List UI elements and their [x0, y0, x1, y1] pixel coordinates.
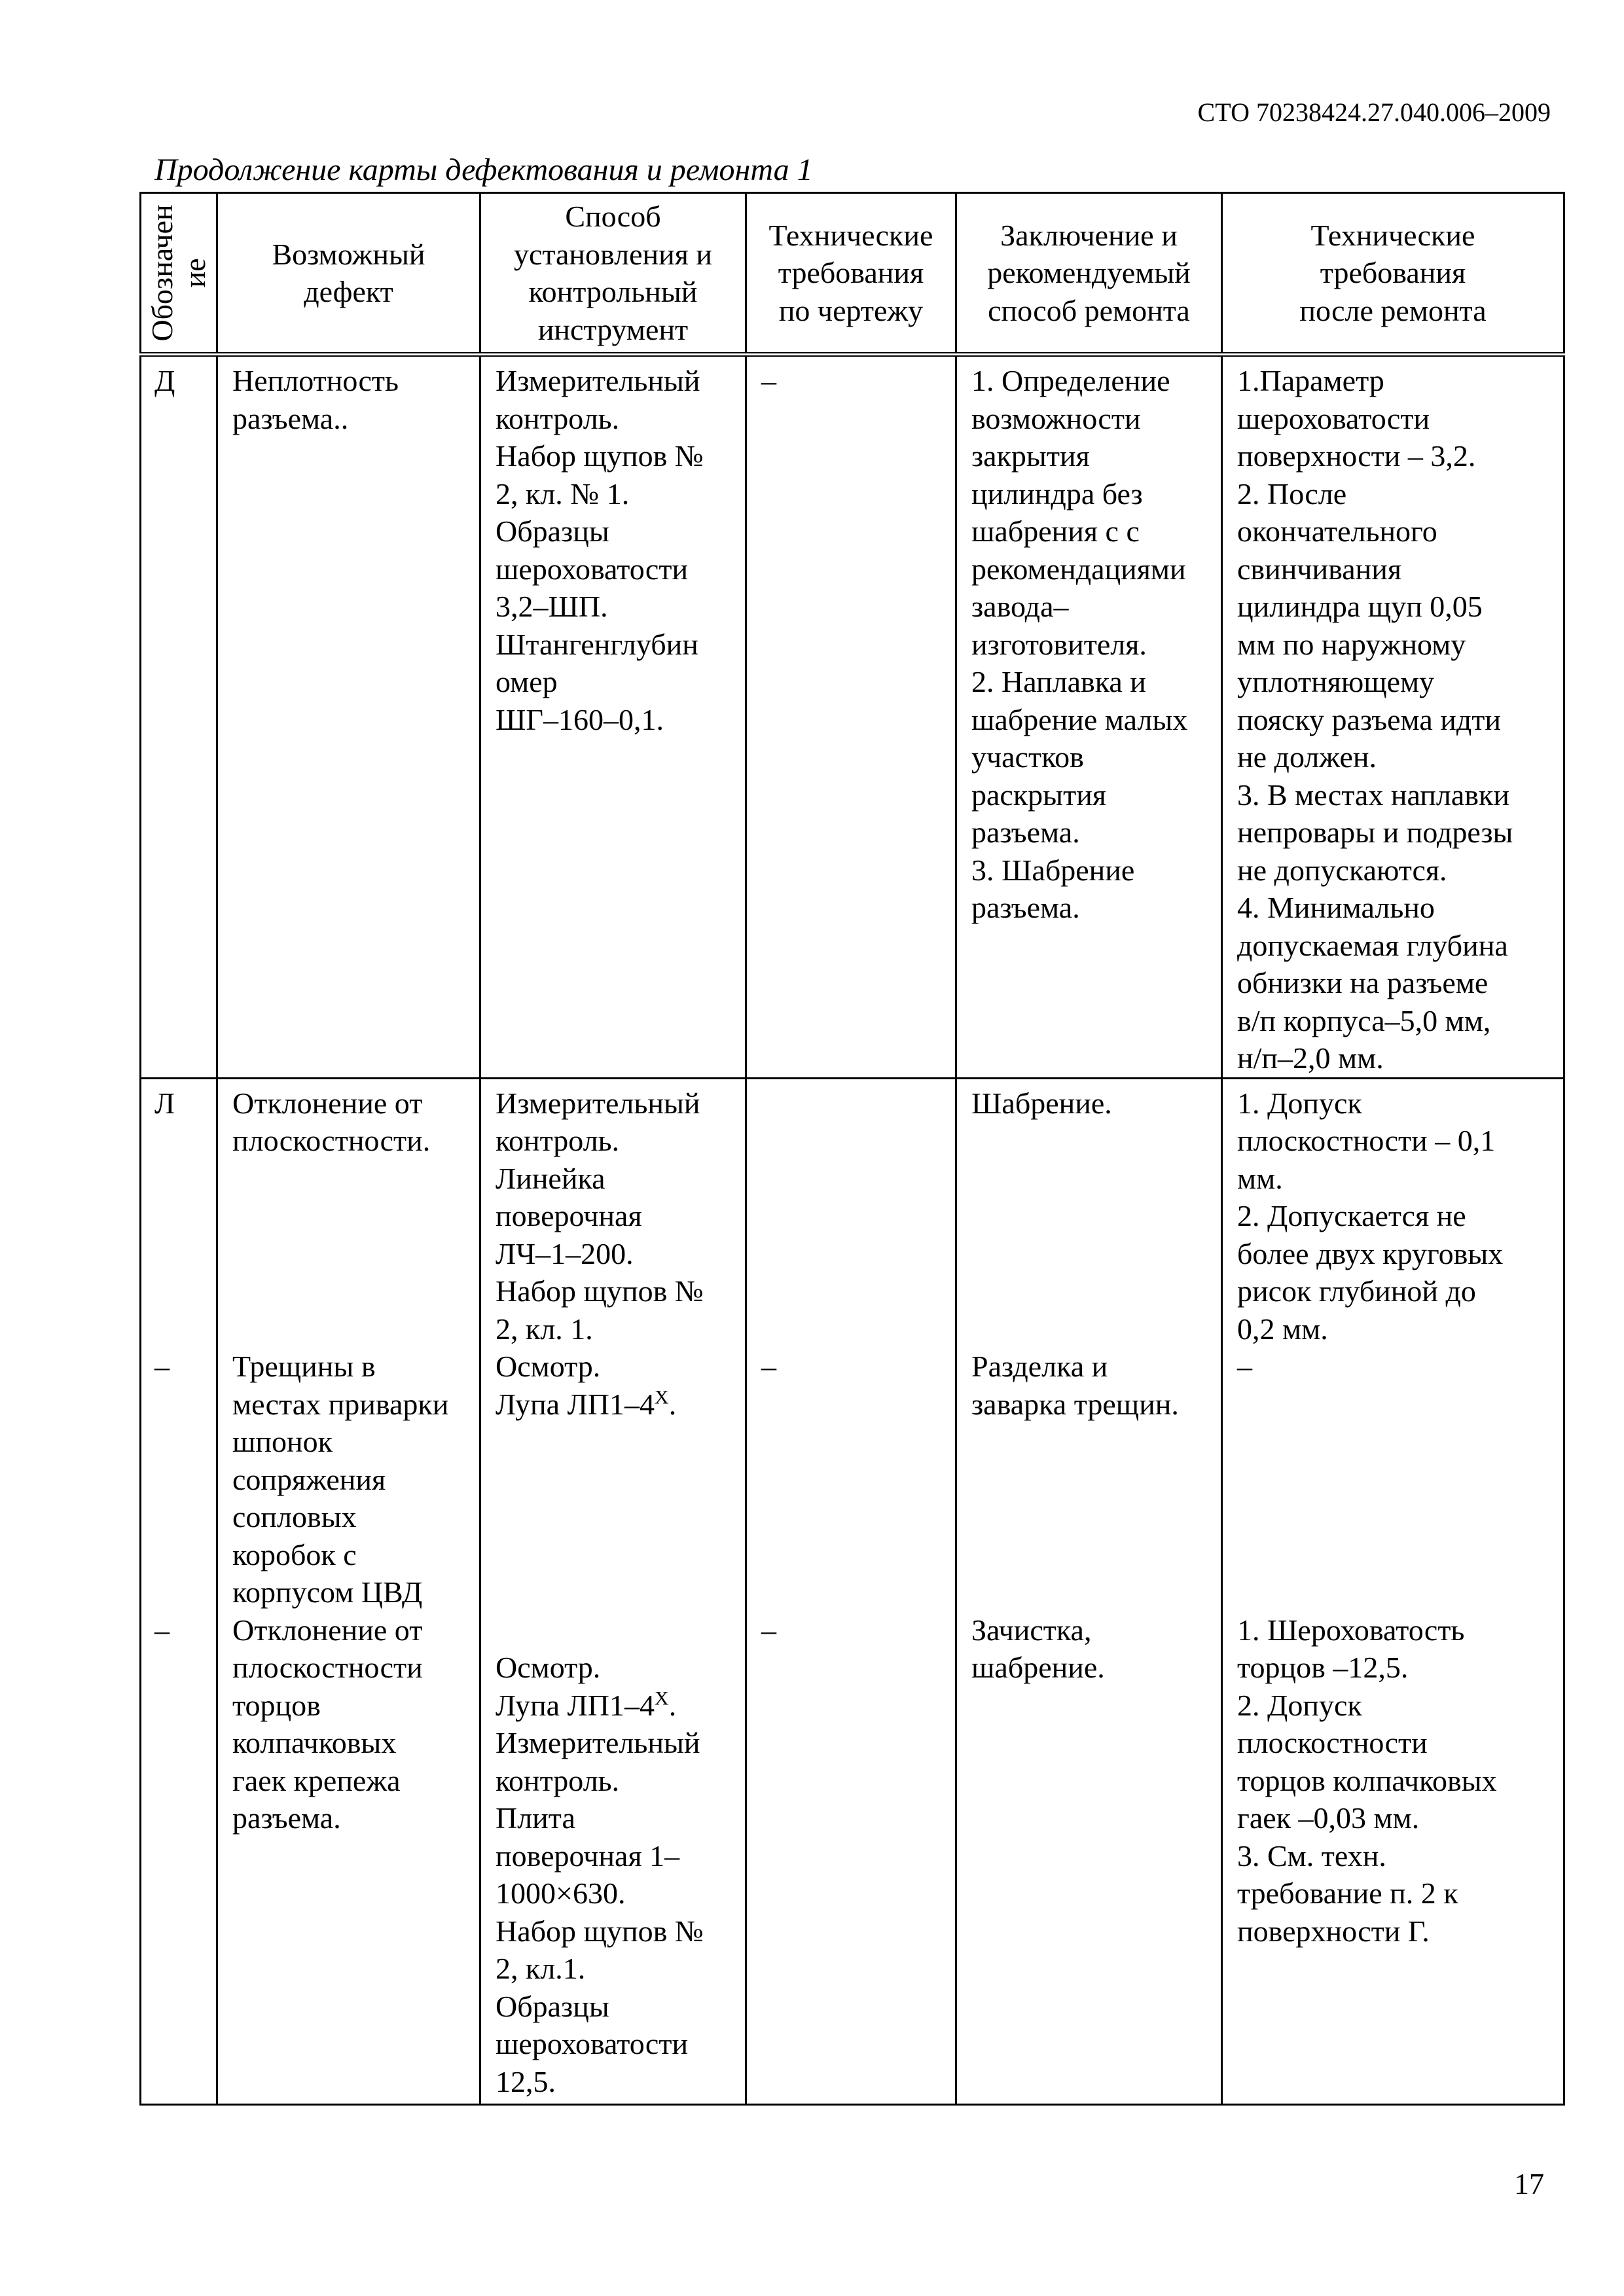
cell-line: местах приварки	[232, 1387, 449, 1421]
cell-line: закрытия	[971, 439, 1090, 473]
spacer	[154, 1386, 211, 1424]
spacer	[154, 1536, 211, 1574]
cell-line: 2, кл. 1.	[496, 1312, 593, 1346]
spacer	[154, 1122, 211, 1160]
cell-line: допускаемая глубина	[1237, 928, 1508, 962]
punctuation: .	[668, 1387, 677, 1421]
cell-line: Плита	[496, 1801, 575, 1835]
cell-line: непровары и подрезы	[1237, 816, 1513, 849]
cell-line: в/п корпуса–5,0 мм,	[1237, 1003, 1491, 1037]
cell-line: Трещины в	[232, 1350, 376, 1383]
header-line: Технические	[768, 218, 933, 252]
punctuation: .	[668, 1688, 677, 1722]
column-header-conclusion	[956, 193, 1222, 355]
cell-line: 0,2 мм.	[1237, 1312, 1328, 1346]
spacer	[1237, 1573, 1558, 1611]
after-repair-cell	[1222, 1078, 1564, 2104]
spacer	[232, 1235, 474, 1273]
cell-line: Зачистка,	[971, 1613, 1092, 1647]
cell-line: завода–	[971, 590, 1069, 623]
cell-line: рекомендациями	[971, 552, 1186, 586]
header-line: ие	[178, 258, 211, 288]
cell-line: шабрение малых	[971, 702, 1188, 736]
header-line: требования	[1320, 256, 1466, 290]
cell-line: Отклонение от	[232, 1613, 423, 1647]
cell-line: омер	[496, 665, 558, 698]
cell-line: шабрения с с	[971, 514, 1140, 548]
cell-line: 1. Шероховатость	[1237, 1613, 1465, 1647]
spacer	[496, 1461, 740, 1499]
cell-line: 2, кл. № 1.	[496, 476, 630, 511]
cell-line	[496, 1386, 740, 1424]
spacer	[154, 1461, 211, 1499]
spacer	[971, 1573, 1216, 1611]
cell-line: гаек крепежа	[232, 1763, 401, 1797]
header-line: инструмент	[537, 312, 689, 346]
table-row	[141, 1078, 1564, 2104]
cell-line: Л	[154, 1086, 175, 1120]
spacer	[232, 1272, 474, 1310]
cell-line: сопряжения	[232, 1462, 386, 1496]
spacer	[496, 1423, 740, 1461]
magnification-sup: Х	[655, 1386, 669, 1408]
cell-line: 2, кл.1.	[496, 1952, 586, 1985]
cell-line: 1000×630.	[496, 1876, 626, 1910]
cell-line: рисок глубиной до	[1237, 1274, 1476, 1308]
cell-line: –	[1237, 1350, 1252, 1383]
cell-line: –	[154, 1613, 170, 1647]
cell-line: 3. Шабрение	[971, 853, 1135, 887]
designation-cell	[141, 1078, 217, 2104]
cell-line: плоскостности.	[232, 1124, 431, 1157]
cell-line: поверочная 1–	[496, 1839, 680, 1873]
spacer	[971, 1423, 1216, 1461]
table-caption: Продолжение карты дефектования и ремонта 1	[154, 152, 813, 187]
cell-line: корпусом ЦВД	[232, 1575, 423, 1609]
cell-line: 3. См. техн.	[1237, 1839, 1386, 1873]
cell-line: раскрытия	[971, 778, 1106, 812]
conclusion-cell	[956, 1078, 1222, 2104]
cell-line: шероховатости	[496, 2027, 689, 2060]
designation-cell: Д	[141, 355, 217, 1079]
spacer	[761, 1573, 950, 1611]
spacer	[496, 1611, 740, 1649]
spacer	[496, 1573, 740, 1611]
cell-line: –	[154, 1350, 170, 1383]
magnifier-spec: Лупа ЛП1–4	[496, 1387, 655, 1421]
column-header-drawing-requirements	[746, 193, 956, 355]
header-line: Обозначен	[145, 204, 179, 342]
cell-line: 4. Минимально	[1237, 891, 1435, 924]
spacer	[496, 1498, 740, 1536]
spacer	[154, 1498, 211, 1536]
cell-line: шпонок	[232, 1425, 333, 1458]
cell-line: 2. После	[1237, 476, 1347, 511]
spacer	[761, 1122, 950, 1160]
cell-line: Неплотность	[232, 364, 399, 397]
cell-line: Измерительный	[496, 1086, 700, 1120]
cell-line: мм.	[1237, 1161, 1283, 1195]
cell-line	[496, 1687, 740, 1725]
spacer	[154, 1160, 211, 1198]
header-line: Технические	[1310, 218, 1475, 252]
spacer	[1237, 1461, 1558, 1499]
header-line: Заключение и	[1000, 218, 1178, 252]
cell-line: окончательного	[1237, 514, 1437, 548]
spacer	[971, 1160, 1216, 1198]
cell-line: Разделка и	[971, 1350, 1108, 1383]
cell-line: Осмотр.	[496, 1651, 601, 1684]
cell-line: не допускаются.	[1237, 853, 1447, 887]
cell-line: 1. Допуск	[1237, 1086, 1362, 1120]
spacer	[154, 1197, 211, 1235]
cell-line: торцов –12,5.	[1237, 1651, 1409, 1684]
spacer	[1237, 1386, 1558, 1424]
cell-line: разъема.	[971, 891, 1080, 924]
cell-line: ЛЧ–1–200.	[496, 1236, 634, 1270]
cell-line: Набор щупов №	[496, 1914, 704, 1948]
cell-line: торцов колпачковых	[1237, 1763, 1497, 1797]
header-line: установления и	[513, 237, 713, 271]
drawing-requirements-cell: –	[746, 355, 956, 1079]
cell-line: 2. Допускается не	[1237, 1199, 1466, 1232]
cell-line: контроль.	[496, 1124, 620, 1157]
cell-line: пояску разъема идти	[1237, 702, 1501, 736]
cell-line: шероховатости	[496, 552, 689, 586]
cell-line: плоскостности	[1237, 1726, 1428, 1759]
spacer	[971, 1272, 1216, 1310]
table-header-row	[141, 193, 1564, 355]
spacer	[761, 1197, 950, 1235]
cell-line: разъема.	[971, 816, 1080, 849]
magnifier-spec: Лупа ЛП1–4	[496, 1688, 655, 1722]
cell-line: колпачковых	[232, 1726, 397, 1759]
cell-line: обнизки на разъеме	[1237, 966, 1489, 999]
method-cell	[480, 1078, 746, 2104]
spacer	[1237, 1498, 1558, 1536]
cell-line: возможности	[971, 401, 1141, 435]
cell-line: контроль.	[496, 401, 620, 435]
cell-line: 2. Наплавка и	[971, 665, 1146, 698]
cell-line: плоскостности	[232, 1651, 423, 1684]
drawing-requirements-cell	[746, 1078, 956, 2104]
header-line: Возможный	[272, 237, 425, 271]
spacer	[971, 1122, 1216, 1160]
cell-line: 12,5.	[496, 2064, 556, 2098]
spacer	[761, 1498, 950, 1536]
magnification-sup: Х	[655, 1687, 669, 1710]
cell-line: поверочная	[496, 1199, 642, 1232]
method-cell	[480, 355, 746, 1079]
cell-line: Измерительный	[496, 364, 700, 397]
spacer	[154, 1573, 211, 1611]
cell-line: торцов	[232, 1688, 321, 1722]
spacer	[232, 1197, 474, 1235]
spacer	[1237, 1423, 1558, 1461]
spacer	[761, 1310, 950, 1348]
cell-line: Отклонение от	[232, 1086, 423, 1120]
cell-line: участков	[971, 740, 1084, 774]
spacer	[761, 1536, 950, 1574]
spacer	[761, 1272, 950, 1310]
header-line: дефект	[304, 275, 393, 308]
column-header-defect	[217, 193, 480, 355]
cell-line: свинчивания	[1237, 552, 1402, 586]
after-repair-cell	[1222, 355, 1564, 1079]
defect-cell	[217, 1078, 480, 2104]
cell-line: 3. В местах наплавки	[1237, 778, 1509, 812]
cell-line: 1.Параметр	[1237, 364, 1384, 397]
spacer	[154, 1423, 211, 1461]
spacer	[154, 1310, 211, 1348]
spacer	[761, 1423, 950, 1461]
spacer	[971, 1197, 1216, 1235]
cell-line: Шабрение.	[971, 1086, 1112, 1120]
spacer	[1237, 1536, 1558, 1574]
spacer	[971, 1498, 1216, 1536]
column-header-designation	[141, 193, 217, 355]
defect-repair-table	[139, 192, 1565, 2106]
spacer	[761, 1235, 950, 1273]
column-header-after-repair	[1222, 193, 1564, 355]
header-line: рекомендуемый	[987, 256, 1191, 290]
cell-line: Линейка	[496, 1161, 605, 1195]
cell-line: поверхности Г.	[1237, 1914, 1430, 1948]
cell-line: шероховатости	[1237, 401, 1430, 435]
cell-line: уплотняющему	[1237, 665, 1435, 698]
cell-line: сопловых	[232, 1500, 357, 1534]
spacer	[232, 1160, 474, 1198]
spacer	[154, 1235, 211, 1273]
conclusion-cell	[956, 355, 1222, 1079]
spacer	[971, 1235, 1216, 1273]
spacer	[971, 1461, 1216, 1499]
cell-line: Образцы	[496, 1989, 609, 2023]
cell-line: 1. Определение	[971, 364, 1170, 397]
header-line: после ремонта	[1299, 293, 1487, 327]
spacer	[971, 1310, 1216, 1348]
cell-line: Набор щупов №	[496, 1274, 704, 1308]
cell-line: ШГ–160–0,1.	[496, 702, 664, 736]
cell-line: Осмотр.	[496, 1350, 601, 1383]
cell-line: шабрение.	[971, 1651, 1105, 1684]
cell-line: разъема..	[232, 401, 349, 435]
cell-line: Штангенглубин	[496, 627, 698, 661]
cell-line: заварка трещин.	[971, 1387, 1179, 1421]
cell-line: цилиндра щуп 0,05	[1237, 590, 1483, 623]
cell-line: 3,2–ШП.	[496, 590, 608, 623]
cell-line: Измерительный	[496, 1726, 700, 1759]
cell-line: разъема.	[232, 1801, 341, 1835]
spacer	[761, 1386, 950, 1424]
header-line: Способ	[565, 200, 661, 233]
cell-line: контроль.	[496, 1763, 620, 1797]
spacer	[496, 1536, 740, 1574]
cell-line: не должен.	[1237, 740, 1377, 774]
page-number: 17	[1514, 2167, 1544, 2200]
column-header-method	[480, 193, 746, 355]
cell-line: 2. Допуск	[1237, 1688, 1362, 1722]
cell-line	[761, 1085, 950, 1122]
spacer	[154, 1272, 211, 1310]
cell-line: плоскостности – 0,1	[1237, 1124, 1496, 1157]
spacer	[761, 1160, 950, 1198]
spacer	[971, 1536, 1216, 1574]
header-line: способ ремонта	[988, 293, 1190, 327]
cell-line: –	[761, 1350, 776, 1383]
cell-line: более двух круговых	[1237, 1236, 1504, 1270]
header-line: контрольный	[528, 275, 698, 308]
cell-line: цилиндра без	[971, 476, 1143, 511]
cell-line: коробок с	[232, 1537, 357, 1571]
cell-line: –	[761, 1613, 776, 1647]
cell-line: н/п–2,0 мм.	[1237, 1041, 1384, 1075]
cell-line: поверхности – 3,2.	[1237, 439, 1476, 473]
cell-line: гаек –0,03 мм.	[1237, 1801, 1420, 1835]
spacer	[232, 1310, 474, 1348]
cell-line: Образцы	[496, 514, 609, 548]
cell-line: мм по наружному	[1237, 627, 1466, 661]
document-code: СТО 70238424.27.040.006–2009	[1197, 98, 1551, 127]
header-line: требования	[778, 256, 924, 290]
spacer	[761, 1461, 950, 1499]
cell-line: изготовителя.	[971, 627, 1147, 661]
header-line: по чертежу	[778, 293, 924, 327]
cell-line: Набор щупов №	[496, 439, 704, 473]
table-row	[141, 355, 1564, 1079]
defect-cell	[217, 355, 480, 1079]
cell-line: требование п. 2 к	[1237, 1876, 1458, 1910]
